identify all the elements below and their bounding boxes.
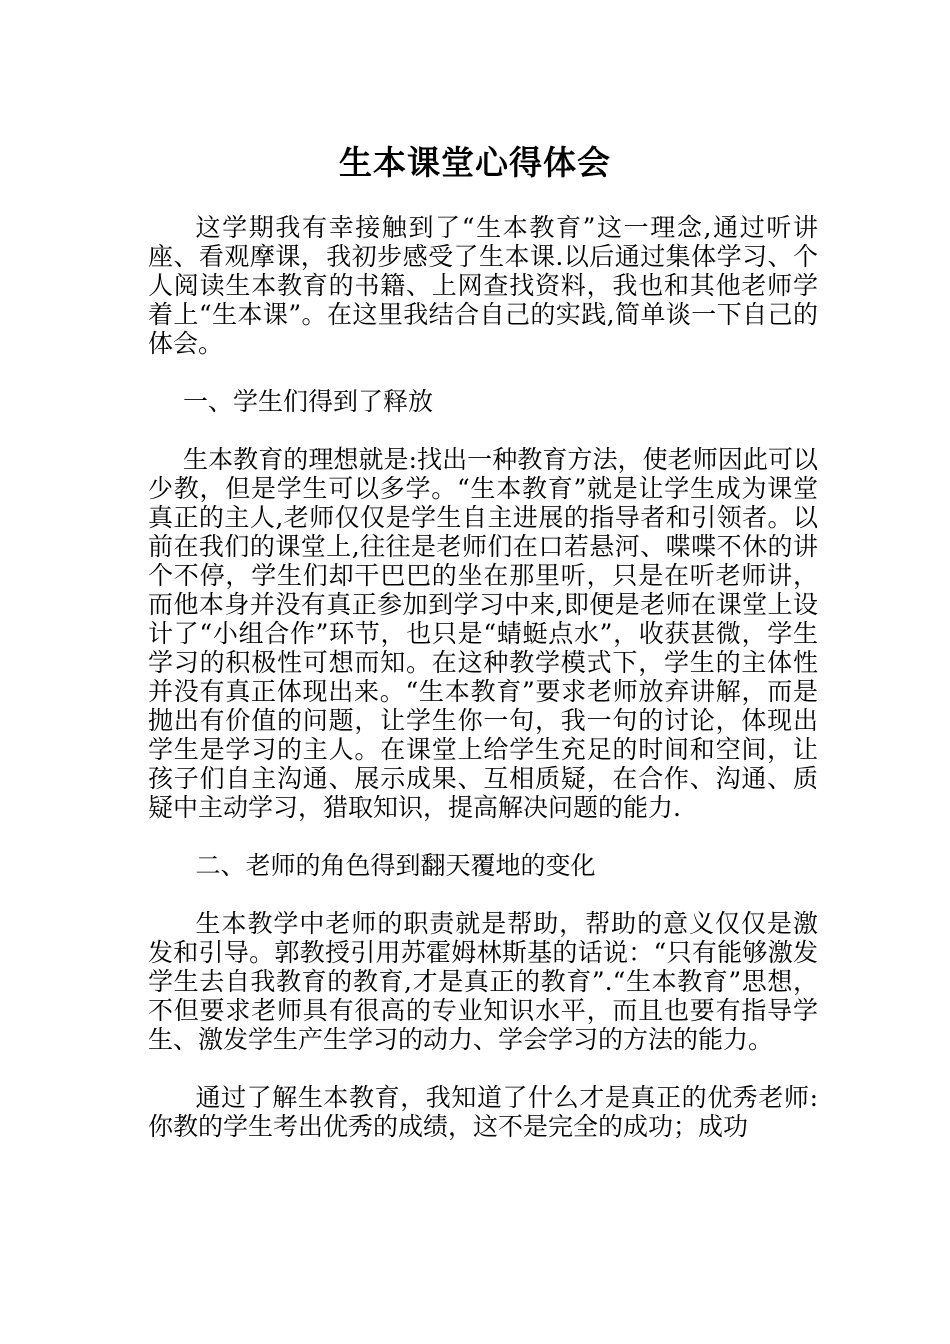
page-title: 生本课堂心得体会	[339, 143, 611, 182]
paragraph-spacer	[148, 358, 818, 387]
paragraph-section-2-continued: 通过了解生本教育，我知道了什么才是真正的优秀老师:你教的学生考出优秀的成绩，这不是完全的成功；成功	[148, 1083, 818, 1141]
document-body	[148, 213, 818, 1141]
paragraph-section-1: 生本教育的理想就是:找出一种教育方法，使老师因此可以少教，但是学生可以多学。“生本教育”就是让学生成为课堂真正的主人,老师仅仅是学生自主进展的指导者和引领者。以前在我们的课堂上,往往是老师们在口若悬河、喋喋不休的讲个不停，学生们却干巴巴的坐在那里听，只是在听老师讲，而他本身并没有真正参加到学习中来,即便是老师在课堂上设计了“小组合作”环节，也只是“蜻蜓点水”，收获甚微，学生学习的积极性可想而知。在这种教学模式下，学生的主体性并没有真正体现出来。“生本教育”要求老师放弃讲解，而是抛出有价值的问题，让学生你一句，我一句的讨论，体现出学生是学习的主人。在课堂上给学生充足的时间和空间，让孩子们自主沟通、展示成果、互相质疑，在合作、沟通、质疑中主动学习，猎取知识，提高解决问题的能力.	[148, 445, 818, 822]
paragraph-section-2: 生本教学中老师的职责就是帮助，帮助的意义仅仅是激发和引导。郭教授引用苏霍姆林斯基的话说：“只有能够激发学生去自我教育的教育,才是真正的教育”.“生本教育”思想，不但要求老师具有很高的专业知识水平，而且也要有指导学生、激发学生产生学习的动力、学会学习的方法的能力。	[148, 909, 818, 1054]
paragraph-spacer	[148, 880, 818, 909]
section-heading-1: 一、学生们得到了释放	[183, 387, 434, 416]
section-heading-2: 二、老师的角色得到翻天覆地的变化	[195, 851, 596, 880]
paragraph-spacer	[148, 1054, 818, 1083]
paragraph-intro: 这学期我有幸接触到了“生本教育”这一理念,通过听讲座、看观摩课，我初步感受了生本课.以后通过集体学习、个人阅读生本教育的书籍、上网查找资料，我也和其他老师学着上“生本课”。在这里我结合自己的实践,简单谈一下自己的体会。	[148, 213, 818, 358]
paragraph-spacer	[148, 822, 818, 851]
paragraph-spacer	[148, 416, 818, 445]
